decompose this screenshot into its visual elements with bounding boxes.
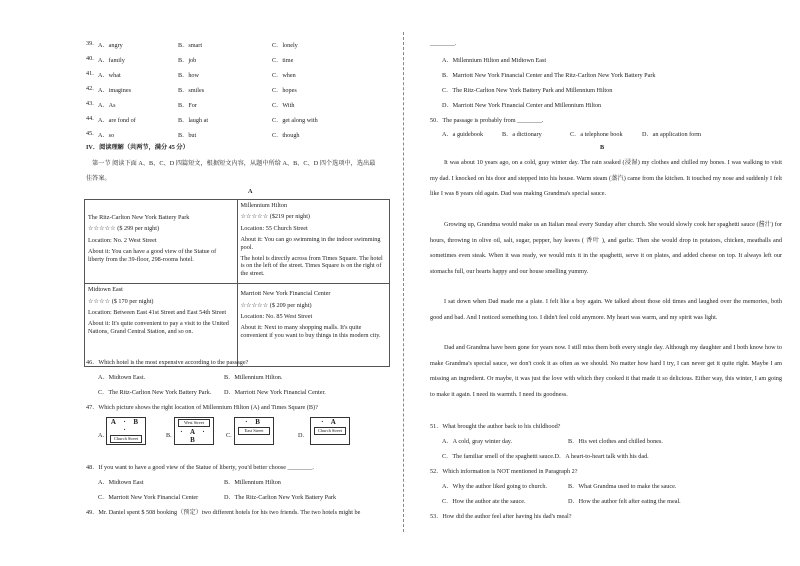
q52-option-b[interactable]: B．What Grandma used to make the sauce.	[568, 483, 677, 490]
q51-option-cd[interactable]: C．The familiar smell of the spaghetti sauce.D．A heart-to-heart talk with his dad.	[442, 453, 649, 460]
hotel-price: ☆☆☆☆☆ ($ 299 per night)	[88, 225, 160, 233]
cloze-option-c[interactable]: C．lonely	[272, 42, 298, 49]
cloze-option-a[interactable]: A．what	[98, 72, 121, 79]
cloze-option-c[interactable]: C．when	[272, 72, 296, 79]
question-47: 47．Which picture shows the right location of Millennium Hilton (A) and Times Square (B)?	[86, 404, 318, 411]
hotel-name: Midtown East	[88, 286, 123, 294]
question-46: 46．Which hotel is the most expensive according to the passage?	[86, 359, 249, 366]
map-option-b	[174, 417, 214, 445]
q48-option-a[interactable]: A．Midtown East	[98, 479, 144, 486]
q47-option-c[interactable]: C.	[226, 432, 232, 439]
map-point-a: · A	[180, 428, 198, 436]
hotel-location: Location: Between East 41st Street and East 54th Street	[88, 309, 227, 317]
hotel-about: About it: It's quite convenient to pay a visit to the United Nations, Grand Central Station, and so on.	[88, 320, 229, 335]
hotel-millennium	[237, 200, 390, 284]
cloze-option-b[interactable]: B．but	[178, 132, 197, 139]
q52-option-d[interactable]: D．How the author felt after eating the meal.	[568, 498, 681, 505]
map-street: East Street	[238, 427, 270, 435]
map-point-b: · B	[190, 428, 208, 444]
question-53: 53．How did the author feel after having his dad's meal?	[430, 513, 572, 520]
q49-option-b[interactable]: B．Marriott New York Financial Center and The Ritz-Carlton New York Battery Park	[442, 72, 656, 79]
hotel-ritz	[85, 200, 238, 284]
map-street: Church Street	[314, 427, 346, 435]
hotel-price: ☆☆☆☆☆ ($219 per night)	[240, 213, 310, 221]
q48-option-d[interactable]: D．The Ritz-Carlton New York Battery Park	[224, 494, 337, 501]
question-49: 49．Mr. Daniel spent $ 508 booking（预定）two different hotels for his two friends. The two hotels might be	[86, 509, 361, 516]
q52-option-a[interactable]: A．Why the author liked going to church.	[442, 483, 547, 490]
q46-option-b[interactable]: B．Millennium Hilton.	[224, 374, 283, 381]
q51-option-b[interactable]: B．His wet clothes and chilled bones.	[568, 438, 663, 445]
cloze-option-c[interactable]: C．get along with	[272, 117, 318, 124]
map-points	[175, 428, 213, 444]
q47-option-d[interactable]: D.	[298, 432, 305, 439]
cloze-option-c[interactable]: C．hopes	[272, 87, 297, 94]
passage-a-label: A	[248, 188, 253, 195]
q50-option-a[interactable]: A．a guidebook	[442, 131, 484, 138]
passage-b-paragraph-1: It was about 10 years ago, on a cold, gray winter day. The rain soaked (浸湿) my clothes and chilled my bones. I was walking to visit my dad. I knocked on his door and stepped into his house. Warm steam (蒸汽) came from the kitchen. It touched my nose and suddenly I felt like I was 8 years old again. Dad was making Grandma's special sauce.	[430, 159, 782, 197]
q49-blank: ________.	[430, 40, 457, 47]
hotel-name: Marriott New York Financial Center	[240, 290, 331, 298]
hotel-location: Location: No. 2 West Street	[88, 236, 157, 244]
map-street: Church Street	[110, 435, 142, 443]
cloze-number: 45.	[86, 130, 94, 137]
hotel-marriott	[237, 284, 390, 367]
hotel-price: ☆☆☆☆☆ ($ 209 per night)	[240, 301, 312, 309]
cloze-option-b[interactable]: B．laugh at	[178, 117, 209, 124]
cloze-option-a[interactable]: A．angry	[98, 42, 123, 49]
question-51: 51．What brought the author back to his childhood?	[430, 423, 561, 430]
hotel-price: ☆☆☆☆ ($ 170 per night)	[88, 297, 154, 305]
hotel-about: About it: You can have a good view of the Statue of liberty from the 39-floor, 298-rooms hotel.	[88, 248, 217, 263]
cloze-option-a[interactable]: A．family	[98, 57, 125, 64]
passage-b-paragraph-4: Dad and Grandma have been gone for years now. I still miss them both every single day. Although my daughter and I both know how to make Grandma's special sauce, we don't cook it as often as we should. No matter how hard I try, I can never get it quite right. Maybe I am missing an ingredient. Or maybe, it was just the love with which they cooked it that made it so delicious. Either way, this winter, I am going to make it again. I need its warmth. I need its goodness.	[430, 344, 782, 398]
cloze-number: 41.	[86, 70, 94, 77]
cloze-number: 42.	[86, 85, 94, 92]
question-50: 50．The passage is probably from ________.	[430, 117, 544, 124]
map-point-a: · A	[321, 418, 339, 426]
question-52: 52．Which information is NOT mentioned in Paragraph 2?	[430, 468, 578, 475]
hotel-name: Millennium Hilton	[240, 202, 288, 209]
q46-option-c[interactable]: C．The Ritz-Carlton New York Battery Park.	[98, 389, 212, 396]
cloze-option-b[interactable]: B．smiles	[178, 87, 205, 94]
q47-option-b[interactable]: B.	[166, 432, 172, 439]
passage-b-paragraph-2: Growing up, Grandma would make us an Italian meal every Sunday after church. She would slowly cook her spaghetti sauce (酱汁) for hours, throwing in olive oil, salt, sugar, pepper, bay leaves ( 香叶 ), and garlic. Then she would drop in potatoes, chicken, meatballs and sometimes even steak. When it was ready, we would mix it in the spaghetti, serve it on plates, and added cheese on top. It always left our stomachs full, our hearts happy and our house smelling yummy.	[430, 221, 782, 275]
cloze-number: 39.	[86, 40, 94, 47]
q48-option-b[interactable]: B．Millennium Hilton	[224, 479, 281, 486]
section-instruction: 第一节 阅读下面 A、B、C、D 四篇短文，根据短文内容，从题中所给 A、B、C、D 四个选项中，选出最	[92, 160, 376, 167]
map-option-c	[234, 417, 274, 445]
q50-option-c[interactable]: C．a telephone book	[570, 131, 623, 138]
cloze-option-a[interactable]: A．are fond of	[98, 117, 136, 124]
q52-option-c[interactable]: C．How the author ate the sauce.	[442, 498, 526, 505]
cloze-option-b[interactable]: B．For	[178, 102, 197, 109]
q48-option-c[interactable]: C．Marriott New York Financial Center	[98, 494, 199, 501]
hotel-extra: The hotel is directly across from Times Square. The hotel is on the left of the street. Times Square is on the right of the street.	[240, 255, 383, 277]
q47-option-a[interactable]: A.	[98, 432, 105, 439]
cloze-number: 43.	[86, 100, 94, 107]
hotel-midtown	[85, 284, 238, 367]
cloze-option-b[interactable]: B．job	[178, 57, 197, 64]
cloze-option-c[interactable]: C．though	[272, 132, 300, 139]
passage-b-paragraph-3: I sat down when Dad made me a plate. I felt like a boy again. We talked about those old times and laughed over the memories, both good and bad. And I noticed something too. I didn't feel cold anymore. My heart was warm, and my spirit was light.	[430, 298, 782, 321]
hotel-about: About it: You can go swimming in the indoor swimming pool.	[240, 236, 381, 251]
map-points: A · B ·	[110, 418, 142, 434]
passage-b-label: B	[600, 144, 605, 151]
q49-option-a[interactable]: A．Millennium Hilton and Midtown East	[442, 57, 547, 64]
q49-option-c[interactable]: C．The Ritz-Carlton New York Battery Park and Millennium Hilton	[442, 87, 613, 94]
cloze-option-c[interactable]: C．With	[272, 102, 295, 109]
hotel-location: Location: No. 85 West Street	[240, 313, 313, 321]
q50-option-b[interactable]: B．a dictionary	[502, 131, 542, 138]
cloze-option-c[interactable]: C．time	[272, 57, 294, 64]
column-divider	[403, 32, 404, 532]
hotel-table	[84, 199, 390, 367]
hotel-name: The Ritz-Carlton New York Battery Park	[88, 214, 190, 221]
question-48: 48．If you want to have a good view of the Statue of liberty, you'd better choose ________.	[86, 464, 314, 471]
q46-option-a[interactable]: A．Midtown East.	[98, 374, 146, 381]
cloze-option-a[interactable]: A．As	[98, 102, 116, 109]
hotel-location: Location: 55 Church Street	[240, 224, 308, 232]
q49-option-d[interactable]: D．Marriott New York Financial Center and Millennium Hilton	[442, 102, 602, 109]
hotel-about: About it: Next to many shopping malls. It's quite convenient if you want to buy things in this modern city.	[240, 324, 381, 339]
q46-option-d[interactable]: D．Marriott New York Financial Center.	[224, 389, 326, 396]
cloze-option-a[interactable]: A．imagines	[98, 87, 131, 94]
cloze-option-a[interactable]: A．so	[98, 132, 115, 139]
map-option-d	[310, 417, 350, 445]
q51-option-a[interactable]: A．A cold, gray winter day.	[442, 438, 513, 445]
cloze-number: 40.	[86, 55, 94, 62]
section-title: IV．阅读理解（共两节，满分 45 分）	[86, 144, 189, 151]
cloze-option-b[interactable]: B．how	[178, 72, 199, 79]
section-instruction-cont: 佳答案。	[86, 175, 111, 182]
cloze-number: 44.	[86, 115, 94, 122]
map-option-a	[106, 417, 146, 445]
map-street: West Street	[178, 419, 210, 427]
cloze-option-b[interactable]: B．smart	[178, 42, 203, 49]
q50-option-d[interactable]: D．an application form	[642, 131, 702, 138]
map-point-b: · B	[245, 418, 263, 426]
